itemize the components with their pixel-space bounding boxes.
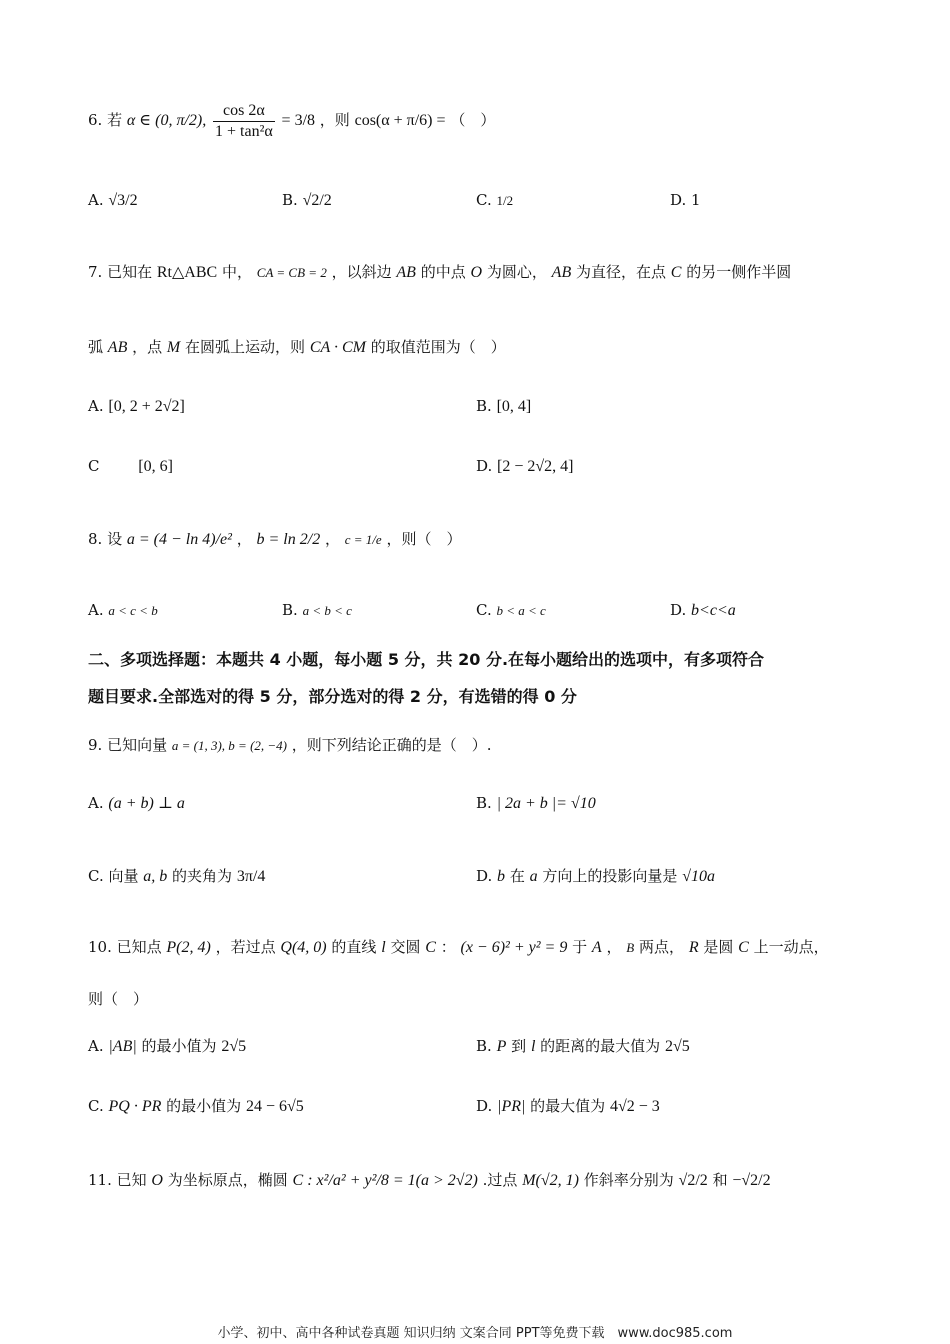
q7-ab: AB <box>396 264 416 281</box>
option-text: 到 <box>511 1037 527 1055</box>
option-value: (a + b) ⊥ a <box>108 795 185 812</box>
q7-option-c <box>88 456 173 477</box>
option-label: C. <box>476 191 492 209</box>
q9-line <box>88 735 492 756</box>
q11-line <box>88 1170 771 1191</box>
option-text: 的夹角为 <box>172 867 233 885</box>
q10-option-d <box>476 1096 660 1117</box>
option-text: 的最小值为 <box>166 1097 242 1115</box>
q6-option-a <box>88 190 138 211</box>
q6-condition: α ∈ (0, π/2), <box>126 112 207 129</box>
q10-text: 两点， <box>639 938 685 956</box>
q8-option-c <box>476 600 546 621</box>
q9-option-c <box>88 866 265 887</box>
q7-text: 7. 已知在 <box>88 263 153 281</box>
q7-text: 中， <box>221 263 252 281</box>
option-value: 1/2 <box>496 193 514 208</box>
option-label: B. <box>282 191 298 209</box>
q6-fraction <box>213 101 275 142</box>
option-value: √2/2 <box>302 192 332 209</box>
q7-c: C <box>670 264 682 281</box>
q7-text: 为直径，在点 <box>576 263 667 281</box>
q7-option-a <box>88 396 185 417</box>
q10-r: R <box>688 939 699 956</box>
q11-text: 11. 已知 <box>88 1171 147 1189</box>
q9-vectors-ab: a, b <box>143 868 168 885</box>
option-label: D. <box>476 457 493 475</box>
option-text: 的最小值为 <box>141 1037 217 1055</box>
q10-text: 的直线 <box>331 938 377 956</box>
q10-l: l <box>381 939 386 956</box>
q7-text: 的另一侧作半圆 <box>686 263 792 281</box>
q7-text: 为圆心， <box>486 263 547 281</box>
option-text: 的距离的最大值为 <box>540 1037 661 1055</box>
q10-c: C <box>425 939 436 956</box>
q6-frac-eq: = 3/8 <box>281 112 316 129</box>
q11-ellipse: C : x²/a² + y²/8 = 1(a > 2√2) <box>292 1172 478 1189</box>
q10-text: 是圆 <box>703 938 734 956</box>
q11-o: O <box>151 1172 163 1189</box>
q10-line1 <box>88 937 829 958</box>
q10-circle-eq: (x − 6)² + y² = 9 <box>460 939 568 956</box>
option-label: A. <box>88 397 104 415</box>
page-footer: 小学、初中、高中各种试卷真题 知识归纳 文案合同 PPT等免费下载 www.doc985.com <box>217 1326 733 1341</box>
option-text: 方向上的投影向量是 <box>542 867 678 885</box>
q6-frac-den: 1 + tan²α <box>215 122 273 140</box>
q7-triangle: Rt△ABC <box>156 264 218 281</box>
option-value: √3/2 <box>108 192 138 209</box>
section-heading-line2: 题目要求.全部选对的得 5 分，部分选对的得 2 分，有选错的得 0 分 <box>88 687 577 706</box>
option-value: a < b < c <box>302 603 352 618</box>
q7-text: 的中点 <box>420 263 466 281</box>
q8-lead: 8. 设 <box>88 530 123 548</box>
q10-a: A <box>591 939 602 956</box>
option-value: 4√2 − 3 <box>609 1098 660 1115</box>
option-value: 24 − 6√5 <box>245 1098 304 1115</box>
option-expr: |AB| <box>108 1038 137 1055</box>
q7-text: ，点 <box>132 338 163 356</box>
option-label: A. <box>88 191 104 209</box>
q10-text: 于 <box>572 938 588 956</box>
q9-lead: 9. 已知向量 <box>88 736 168 754</box>
option-label: C. <box>88 1097 104 1115</box>
option-label: A. <box>88 601 104 619</box>
q7-text: ，以斜边 <box>331 263 392 281</box>
option-value: [0, 4] <box>496 398 532 415</box>
q7-o: O <box>470 264 483 281</box>
q6-option-d <box>670 190 701 210</box>
q9-option-a <box>88 793 185 814</box>
q9-vectors: a = (1, 3), b = (2, −4) <box>171 738 288 753</box>
option-value: √10a <box>682 868 715 885</box>
q7-line1 <box>88 262 791 283</box>
q8-line: 8. 设 a = (4 − ln 4)/e² ， b = ln 2/2 ， c = 1/e ，则（ ） <box>88 530 462 548</box>
option-value: | 2a + b |= √10 <box>496 795 596 812</box>
q8-tail: ，则（ ） <box>386 530 462 548</box>
option-label: A. <box>88 1037 104 1055</box>
q7-text: 的取值范围为（ ） <box>370 338 506 356</box>
q8-option-a <box>88 600 158 621</box>
option-expr: |PR| <box>497 1098 526 1115</box>
q6-line <box>88 98 495 142</box>
q10-text: 交圆 <box>390 938 421 956</box>
option-value: b<c<a <box>691 602 736 619</box>
option-text: 在 <box>509 867 525 885</box>
section-heading-line1: 二、多项选择题：本题共 4 小题，每小题 5 分，共 20 分.在每小题给出的选项中，有多项符合 <box>88 650 765 669</box>
q6-mid: ，则 <box>319 111 350 129</box>
option-label: A. <box>88 794 104 812</box>
q10-text: 10. 已知点 <box>88 938 162 956</box>
option-p: P <box>496 1038 507 1055</box>
option-value: [0, 6] <box>138 458 173 475</box>
q11-slope-2: −√2/2 <box>732 1172 771 1189</box>
q10-p: P(2, 4) <box>166 939 211 956</box>
q8-b: b = ln 2/2 <box>256 531 321 548</box>
q11-m: M(√2, 1) <box>522 1172 579 1189</box>
q10-text: ， <box>606 938 622 956</box>
q10-line2: 则（ ） <box>88 990 149 1008</box>
q8-option-d <box>670 600 736 621</box>
q7-option-d <box>476 456 574 477</box>
q10-c: C <box>738 939 749 956</box>
q10-q: Q(4, 0) <box>280 939 327 956</box>
option-value: 2√5 <box>221 1038 247 1055</box>
q11-text: 和 <box>712 1171 728 1189</box>
q6-tail: （ ） <box>450 111 496 129</box>
q10-text: ： <box>440 938 456 956</box>
q7-m: M <box>166 339 181 356</box>
option-label: B. <box>476 1037 492 1055</box>
option-text: 的最大值为 <box>530 1097 606 1115</box>
q11-text: .过点 <box>482 1171 518 1189</box>
q9-tail: ，则下列结论正确的是（ ）. <box>291 736 492 754</box>
q6-lead: 6. 若 <box>88 111 123 129</box>
q8-option-b <box>282 600 352 621</box>
option-label: C <box>88 457 100 475</box>
option-value: [0, 2 + 2√2] <box>108 398 185 415</box>
q7-text: 弧 <box>88 338 104 356</box>
q6-expr: cos(α + π/6) = <box>354 112 446 129</box>
q10-option-b <box>476 1036 690 1057</box>
q8-a: a = (4 − ln 4)/e² <box>126 531 232 548</box>
option-label: C. 向量 <box>88 867 139 885</box>
q9-option-b <box>476 793 596 814</box>
option-value: b < a < c <box>496 603 546 618</box>
q6-option-c <box>476 190 513 211</box>
option-label: B. <box>476 397 492 415</box>
q7-condition: CA = CB = 2 <box>256 265 327 280</box>
option-label: D. <box>476 867 493 885</box>
q7-option-b <box>476 396 531 417</box>
option-value: a < c < b <box>108 603 158 618</box>
q10-text: ，若过点 <box>215 938 276 956</box>
q10-option-a <box>88 1036 246 1057</box>
q7-ab: AB <box>107 339 128 356</box>
q8-c: c = 1/e <box>344 532 382 547</box>
q11-text: 作斜率分别为 <box>583 1171 674 1189</box>
option-label: D. 1 <box>670 191 701 209</box>
q9-option-d <box>476 866 715 887</box>
q11-text: 为坐标原点，椭圆 <box>167 1171 288 1189</box>
option-value: 2√5 <box>664 1038 690 1055</box>
option-l: l <box>530 1038 536 1055</box>
option-label: D. <box>476 1097 493 1115</box>
q11-slope-1: √2/2 <box>678 1172 708 1189</box>
q10-option-c <box>88 1096 304 1117</box>
q6-option-b <box>282 190 332 211</box>
option-label: D. <box>670 601 687 619</box>
q7-dot-product: CA · CM <box>309 339 366 356</box>
q6-frac-num: cos 2α <box>213 101 275 122</box>
q9-b: b <box>497 868 506 885</box>
q10-text: 上一动点， <box>753 938 829 956</box>
option-label: B. <box>476 794 492 812</box>
option-label: C. <box>476 601 492 619</box>
q7-ab: AB <box>551 264 572 281</box>
q10-b: B <box>626 940 635 955</box>
option-value: 3π/4 <box>236 868 266 885</box>
option-label: B. <box>282 601 298 619</box>
q9-a: a <box>529 868 538 885</box>
q7-line2 <box>88 337 506 358</box>
option-expr: PQ · PR <box>108 1098 162 1115</box>
option-value: [2 − 2√2, 4] <box>497 458 574 475</box>
q7-text: 在圆弧上运动，则 <box>185 338 306 356</box>
